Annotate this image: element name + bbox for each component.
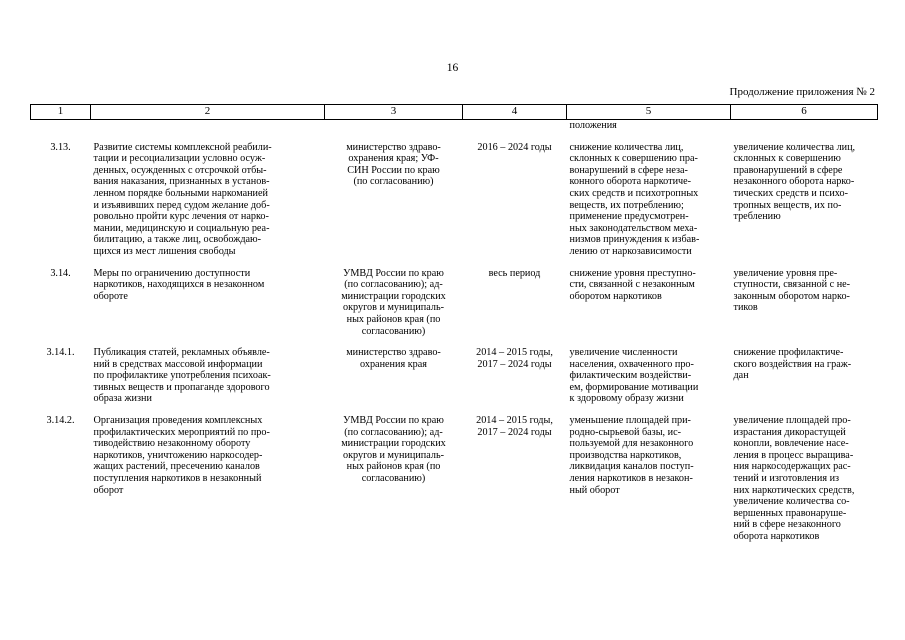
table-row: [31, 142, 878, 258]
row-activity: Организация проведения комплексных профилактических мероприятий по про- тиводействию незаконному обороту наркотиков, уничтожению наркосодер- жащих растений, пресечению каналов поступления наркотиков в незаконный оборот: [93, 415, 270, 496]
header-col-1: 1: [31, 105, 91, 120]
header-col-3: 3: [325, 105, 463, 120]
table-row: [31, 268, 878, 338]
table-header-row: [31, 105, 878, 120]
row-period: 2014 – 2015 годы, 2017 – 2024 годы: [476, 347, 553, 370]
row-result: уменьшение площадей при- родно-сырьевой базы, ис- пользуемой для незаконного производства наркотиков, ликвидация каналов поступ- ления наркотиков в незакон- ный оборот: [569, 415, 694, 496]
header-col-6: 6: [731, 105, 878, 120]
row-result: снижение количества лиц, склонных к совершению пра- вонарушений в сфере неза- конного оборота наркотиче- ских средств и психотропных веществ, их потреблению; применение предусмотрен- ных законодательством меха- низмов принуждения к избав- лению от наркозависимости: [569, 141, 700, 257]
table-row: [31, 415, 878, 543]
row-number: 3.14.2.: [46, 415, 75, 427]
row-executor: министерство здраво- охранения края: [346, 347, 441, 370]
row-period: весь период: [488, 267, 541, 279]
row-consequence: увеличение количества лиц, склонных к совершению правонарушений в сфере незаконного оборота нарко- тических средств и психо- тропных веществ, их по- треблению: [733, 141, 856, 223]
row-number: 3.14.1.: [46, 347, 75, 359]
row-executor: министерство здраво- охранения края; УФ- СИН России по краю (по согласованию): [346, 141, 441, 188]
table-row: [31, 347, 878, 405]
appendix-caption: Продолжение приложения № 2: [729, 86, 875, 98]
continuation-row: [31, 120, 878, 132]
header-col-2: 2: [91, 105, 325, 120]
row-result: снижение уровня преступно- сти, связанной с незаконным оборотом наркотиков: [569, 267, 696, 302]
continuation-result: положения: [569, 120, 617, 131]
row-executor: УМВД России по краю (по согласованию); ад- министрации городских округов и муниципаль- ных районов края (по согласованию): [341, 415, 446, 485]
page-number: 16: [446, 62, 459, 74]
row-number: 3.14.: [50, 267, 71, 279]
row-executor: УМВД России по краю (по согласованию); ад- министрации городских округов и муниципаль- ных районов края (по согласованию): [341, 267, 446, 337]
row-consequence: увеличение площадей про- израстания дикорастущей конопли, вовлечение насе- ления в процесс выращива- ния наркосодержащих рас- тений и изготовления из них наркотических средств, увеличение количества со- вершенных правонаруше- ний в сфере незаконного оборота наркотиков: [733, 415, 855, 542]
row-activity: Развитие системы комплексной реабили- тации и ресоциализации условно осуж- денных, осужденных с отсрочкой отбы- вания наказания, признанных в установ- ленном порядке больными наркоманией и изъявивших перед судом желание доб- ровольно пройти курс лечения от нарко- мании, медицинскую и социальную реа- билитацию, а также лиц, освобождаю- щихся из мест лишения свободы: [93, 141, 272, 257]
header-col-5: 5: [567, 105, 731, 120]
row-consequence: снижение профилактиче- ского воздействия на граж- дан: [733, 347, 852, 382]
row-result: увеличение численности населения, охваченного про- филактическим воздействи- ем, формирование мотивации к здоровому образу жизни: [569, 347, 699, 405]
header-col-4: 4: [463, 105, 567, 120]
row-period: 2016 – 2024 годы: [477, 141, 552, 153]
row-period: 2014 – 2015 годы, 2017 – 2024 годы: [476, 415, 553, 438]
row-consequence: увеличение уровня пре- ступности, связанной с не- законным оборотом нарко- тиков: [733, 267, 851, 314]
row-number: 3.13.: [50, 141, 71, 153]
row-activity: Меры по ограничению доступности наркотиков, находящихся в незаконном обороте: [93, 267, 265, 302]
measures-table: [30, 104, 878, 543]
row-activity: Публикация статей, рекламных объявле- ний в средствах массовой информации по профилактике употребления психоак- тивных веществ и пропаганде здорового образа жизни: [93, 347, 271, 405]
